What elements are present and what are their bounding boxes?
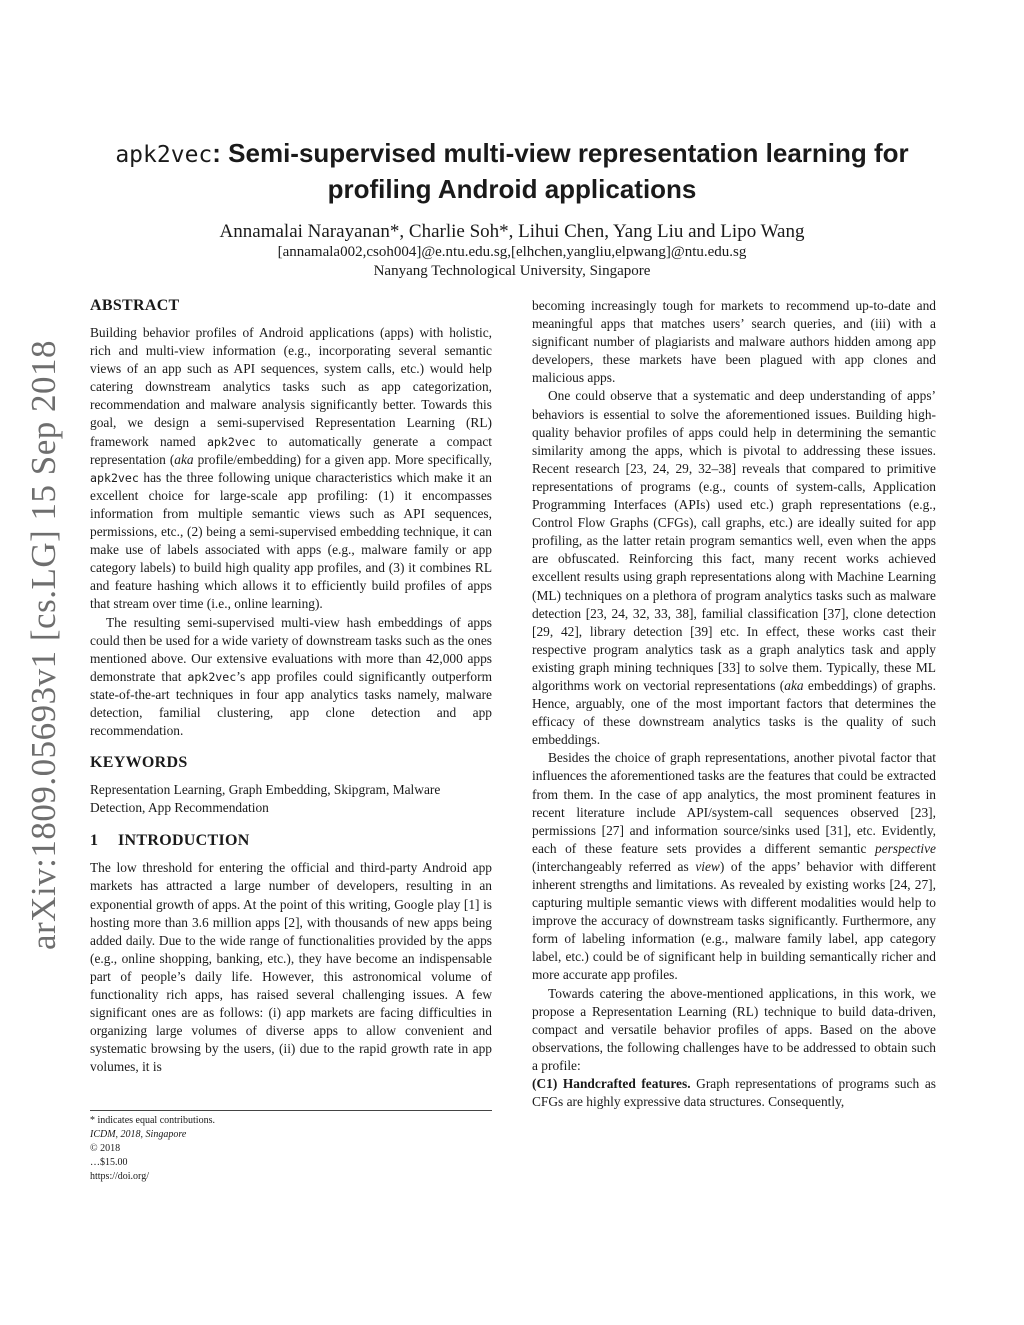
right-perspective: perspective [875,840,936,856]
section-number: 1 [90,832,99,850]
right-paragraph-0: becoming increasingly tough for markets to recommend up-to-date and meaningful apps that matches users’ search queries, and (iii) with a significant number of plagiarists and malware authors hidden among app developers, these markets have been plagued with app clones and malicious apps. [532,298,936,386]
challenge-c1 [532,1075,936,1111]
footnote-rule [90,1110,492,1111]
right-p1-text-a: One could observe that a systematic and deep understanding of apps’ behaviors is essential to solve the aforementioned issues. Building high-quality behavior profiles of apps could help in determining the semantic similarity among the apps, which is pivotal to addressing these issues. Recent research [23, 24, 29, 32–38] reveals that compared to primitive representations of programs (e.g., counts of system-calls, Application Programming Interfaces (APIs) used etc.) graph representations (e.g., Control Flow Graphs (CFGs), call graphs, etc.) are ideally suited for app profiling, as the latter retain program semantics well, even when the apps are obfuscated. Reinforcing this fact, many recent works achieved excellent results using graph representations along with Machine Learning (ML) techniques on a plethora of program analytics tasks such as malware detection [23, 24, 32, 33, 38], familial classification [37], clone detection [29, 42], library detection [39] etc. In effect, these works cast their respective program analytics task as a graph analytics task and apply existing graph mining techniques [33] to solve them. Typically, these ML algorithms work on vectorial representations ( [532,388,936,693]
abstract-p1-text-a: Building behavior profiles of Android applications (apps) with holistic, rich and multi-view information (e.g., incorporating several semantic views of an app such as API sequences, system calls, etc.) would help catering downstream analytics tasks such as app categorization, recommendation and malware analysis significantly better. Towards this goal, we design a semi-supervised Representation Learning (RL) framework named [90,325,492,449]
right-p1-text-b: embeddings) of graphs. Hence, arguably, one of the most important factors that determines the efficacy of these downstream analytics tasks is the quality of such embeddings. [532,677,936,748]
footnote-venue: ICDM, 2018, Singapore [90,1129,187,1140]
right-aka: aka [784,677,804,693]
author-emails: [annamala002,csoh004]@e.ntu.edu.sg,[elhchen,yangliu,elpwang]@ntu.edu.sg [277,244,747,260]
title-line1: : Semi-supervised multi-view representation learning for [212,138,909,168]
paper-title [60,136,964,206]
footnote-price: …$15.00 [90,1157,128,1168]
arxiv-stamp-text: arXiv:1809.05693v1 [cs.LG] 15 Sep 2018 [24,339,63,951]
abstract-paragraph-1 [90,324,492,614]
left-column [90,296,492,1076]
affiliation: Nanyang Technological University, Singapore [373,263,651,279]
keywords-heading: KEYWORDS [90,754,188,772]
introduction-heading [90,831,492,851]
abstract-code-apk2vec: apk2vec [206,434,256,449]
abstract-paragraph-2 [90,614,492,741]
right-paragraph-2 [532,749,936,984]
keywords-text: Representation Learning, Graph Embedding, Skipgram, Malware Detection, App Recommendation [90,782,441,816]
author-list: Annamalai Narayanan*, Charlie Soh*, Lihui Chen, Yang Liu and Lipo Wang [219,221,805,242]
right-column [532,297,936,1111]
right-paragraph-3: Towards catering the above-mentioned applications, in this work, we propose a Representation Learning (RL) technique to build data-driven, compact and versatile behavior profiles of apps. Based on the above observations, the following challenges have to be addressed to obtain such a profile: [532,985,936,1073]
challenge-c1-label: (C1) Handcrafted features. [532,1076,691,1092]
footnote-copyright: © 2018 [90,1143,121,1154]
footnote-equal-contribution: * indicates equal contributions. [90,1115,215,1126]
abstract-p1-text-d: has the three following unique characteristics which make it an excellent choice for large-scale app profiling: (1) it encompasses information from multiple semantic views such as API sequences, permissions, etc., (2) being a semi-supervised embedding technique, it can make use of labels associated with apps (e.g., malware family or app category labels) to build high quality app profiles, and (3) it combines RL and feature hashing which allows it to efficiently build profiles of apps that stream over time (i.e., online learning). [90,469,492,612]
footnote-doi: https://doi.org/ [90,1171,149,1182]
footnotes [90,1110,492,1184]
right-p2-text-a: Besides the choice of graph representations, another pivotal factor that influences the aforementioned tasks are the features that could be extracted from them. In the case of app analytics, the most prominent features in recent literature include API/system-call sequences observed [23], permissions [27] and information source/sinks used [31], etc. Evidently, each of these feature sets provides a different semantic [532,750,936,856]
abstract-code-apk2vec-3: apk2vec [187,669,237,684]
right-p2-text-b: (interchangeably referred as [532,858,696,874]
right-view: view [695,858,720,874]
title-system-name: apk2vec [115,142,213,168]
title-line2: profiling Android applications [327,174,697,204]
abstract-p1-text-c: profile/embedding) for a given app. More specifically, [193,451,492,467]
intro-paragraph-1: The low threshold for entering the official and third-party Android app markets has attracted a large number of developers, resulting in an exponential growth of apps. At the point of this writing, Google play [1] is hosting more than 3.6 million apps [2], with thousands of new apps being added daily. Due to the wide range of functionalities provided by the apps (e.g., online shopping, banking, etc.), they have become an indispensable part of people’s daily life. However, this astronomical volume of functionality rich apps, has raised several challenging issues. A few significant ones are as follows: (i) app markets are facing difficulties in organizing large volumes of diverse apps to allow convenient and systematic browsing by the users, (ii) due to the rapid growth rate in app volumes, it is [90,860,492,1075]
abstract-aka: aka [174,451,194,467]
abstract-p2-text-b: ’s app profiles could significantly outperform state-of-the-art techniques in four app analytics tasks namely, malware detection, familial clustering, app clone detection and app recommendation. [90,668,493,739]
challenge-c1-text: Graph representations of programs such as CFGs are highly expressive data structures. Consequently, [532,1076,936,1110]
right-p2-text-c: ) of the apps’ behavior with different inherent strengths and limitations. As revealed by existing works [24, 27], capturing multiple semantic views with different modalities would help to improve the accuracy of downstream tasks significantly. Furthermore, any form of labeling information (e.g., malware family label, app category label, etc.) could be of significant help in building semantically richer and more accurate app profiles. [532,858,936,983]
abstract-heading: ABSTRACT [90,297,180,314]
section-title: INTRODUCTION [118,832,250,850]
abstract-code-apk2vec-2: apk2vec [90,470,139,485]
abstract-p2-text-a: The resulting semi-supervised multi-view hash embeddings of apps could then be used for a wide variety of downstream tasks such as the ones mentioned above. Our extensive evaluations with more than 42,000 apps demonstrate that [90,614,492,684]
right-paragraph-1 [532,387,936,749]
abstract-p1-text-b: to automatically generate a compact representation ( [90,433,492,467]
arxiv-identifier-stamp [14,339,74,951]
